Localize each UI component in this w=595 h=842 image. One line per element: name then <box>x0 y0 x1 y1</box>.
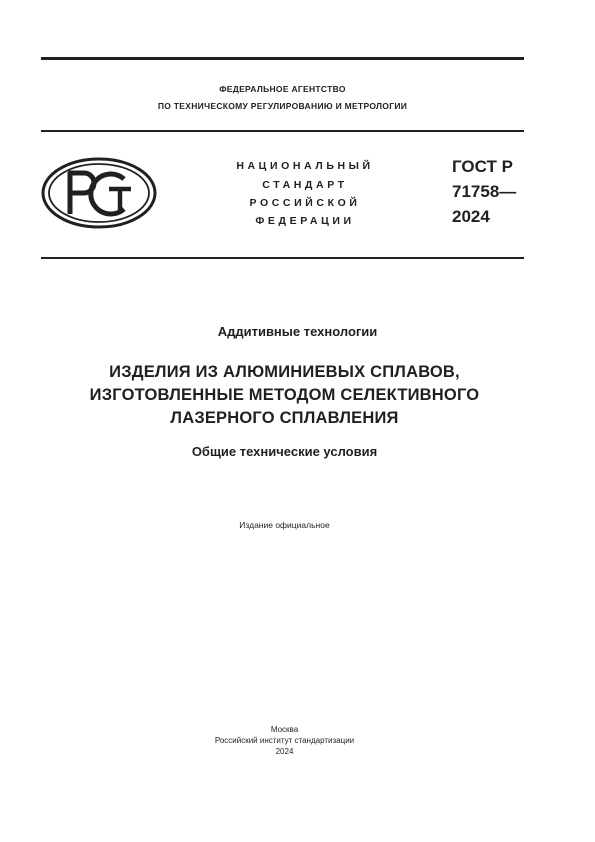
document-subject: Аддитивные технологии <box>217 324 378 339</box>
standard-type-line-3: РОССИЙСКОЙ <box>249 197 361 209</box>
imprint-city: Москва <box>270 725 299 734</box>
standard-designation-line-3: 2024 <box>452 207 490 226</box>
header-rule <box>41 130 524 132</box>
agency-name-line-1: ФЕДЕРАЛЬНОЕ АГЕНТСТВО <box>219 84 346 94</box>
gost-r-logo-icon <box>40 157 158 229</box>
standard-type-line-1: НАЦИОНАЛЬНЫЙ <box>236 160 374 172</box>
standard-type-line-4: ФЕДЕРАЦИИ <box>255 215 355 227</box>
imprint-publisher: Российский институт стандартизации <box>214 736 355 745</box>
standard-type-line-2: СТАНДАРТ <box>262 179 348 191</box>
imprint-year: 2024 <box>275 747 294 756</box>
document-title-line-2: ИЗГОТОВЛЕННЫЕ МЕТОДОМ СЕЛЕКТИВНОГО <box>89 386 480 404</box>
standard-designation-line-2: 71758— <box>452 182 517 201</box>
header-bottom-rule <box>41 257 524 259</box>
document-title-line-3: ЛАЗЕРНОГО СПЛАВЛЕНИЯ <box>170 409 399 427</box>
top-rule <box>41 57 524 60</box>
edition-note: Издание официальное <box>239 520 330 530</box>
document-title-line-1: ИЗДЕЛИЯ ИЗ АЛЮМИНИЕВЫХ СПЛАВОВ, <box>109 363 460 381</box>
document-conditions: Общие технические условия <box>191 444 378 459</box>
standard-designation-line-1: ГОСТ Р <box>452 157 513 176</box>
agency-name-line-2: ПО ТЕХНИЧЕСКОМУ РЕГУЛИРОВАНИЮ И МЕТРОЛОГИИ <box>157 101 408 111</box>
